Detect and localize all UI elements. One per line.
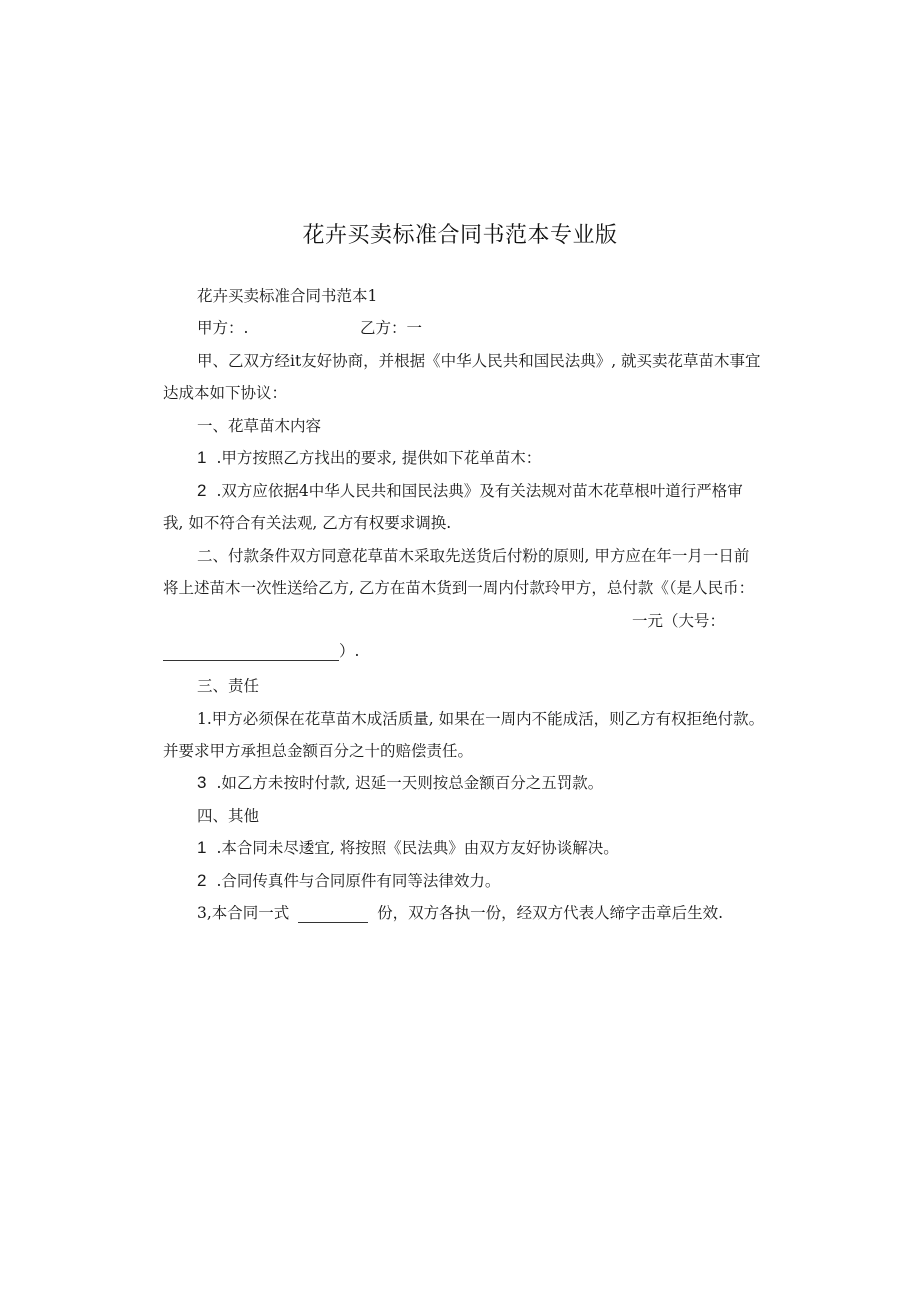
closing-paren: ）. bbox=[339, 642, 360, 660]
item-text: .甲方按照乙方找出的要求, 提供如下花单苗木： bbox=[216, 449, 542, 467]
section-1-item-2 bbox=[197, 481, 743, 501]
item-number: 2 bbox=[197, 871, 207, 890]
section-3-item-1: 1.甲方必须保在花草苗木成活质量, 如果在一周内不能成活，则乙方有权拒绝付款。 bbox=[197, 710, 765, 728]
item-text: .本合同未尽逶宜, 将按照《民法典》由双方友好协谈解决。 bbox=[216, 839, 619, 857]
item-text: .双方应依据4中华人民共和国民法典》及有关法规对苗木花草根叶道行严格审 bbox=[216, 482, 743, 500]
item-number: 1 bbox=[197, 448, 207, 467]
amount-blank bbox=[163, 646, 339, 661]
section-2-line-3: 一元（大号： bbox=[632, 612, 726, 630]
section-3-heading: 三、责任 bbox=[197, 677, 260, 695]
section-1-item-2-continued: 我, 如不符合有关法观, 乙方有权要求调换. bbox=[163, 514, 452, 532]
item-text: .如乙方未按时付款, 迟延一天则按总金额百分之五罚款。 bbox=[216, 774, 604, 792]
item-prefix: 3,本合同一式 bbox=[197, 904, 290, 922]
copies-blank bbox=[298, 908, 368, 923]
intro-line-2: 达成本如下协议： bbox=[163, 384, 288, 402]
section-4-item-3 bbox=[197, 903, 723, 923]
party-a-label: 甲方：. bbox=[197, 319, 249, 337]
section-1-item-1 bbox=[197, 448, 541, 468]
section-2-line-1: 二、付款条件双方同意花草苗木采取先送货后付粉的原则, 甲方应在年一月一日前 bbox=[197, 547, 750, 565]
section-2-line-4 bbox=[163, 641, 359, 661]
item-number: 3 bbox=[197, 773, 207, 792]
section-3-item-1-continued: 并要求甲方承担总金额百分之十的赔偿责任。 bbox=[163, 742, 474, 760]
item-number: 1 bbox=[197, 838, 207, 857]
party-b-label: 乙方：一 bbox=[360, 319, 423, 337]
document-subtitle: 花卉买卖标准合同书范本1 bbox=[197, 287, 378, 305]
document-title: 花卉买卖标准合同书范本专业版 bbox=[302, 223, 618, 248]
intro-line-1: 甲、乙双方经it友好协商，并根据《中华人民共和国民法典》, 就买卖花草苗木事宜 bbox=[197, 352, 761, 370]
section-4-item-1 bbox=[197, 838, 619, 858]
section-3-item-3 bbox=[197, 773, 603, 793]
section-1-heading: 一、花草苗木内容 bbox=[197, 417, 322, 435]
item-text: .合同传真件与合同原件有同等法律效力。 bbox=[216, 872, 501, 890]
section-4-item-2 bbox=[197, 871, 500, 891]
section-2-line-2: 将上述苗木一次性送给乙方, 乙方在苗木货到一周内付款玲甲方，总付款《（是人民币： bbox=[163, 579, 755, 597]
section-4-heading: 四、其他 bbox=[197, 807, 260, 825]
item-suffix: 份，双方各执一份，经双方代表人缔字击章后生效. bbox=[377, 904, 724, 922]
item-number: 2 bbox=[197, 481, 207, 500]
